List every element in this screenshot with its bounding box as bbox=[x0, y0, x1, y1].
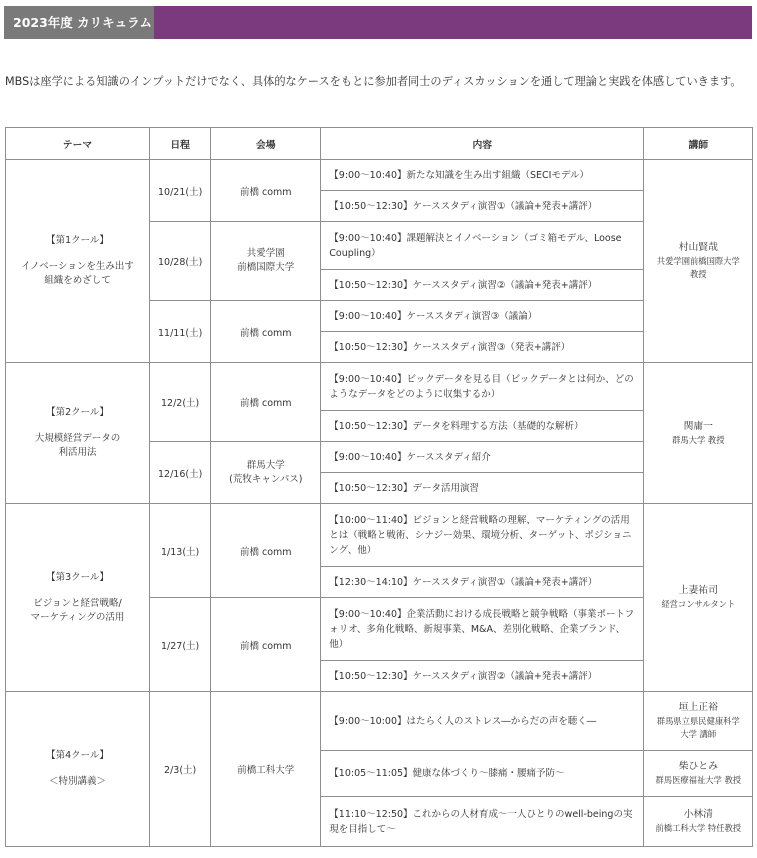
content-cell: 【10:05～11:05】健康な体づくり～膝痛・腰痛予防～ bbox=[321, 751, 644, 797]
content-cell: 【10:50～12:30】データ活用演習 bbox=[321, 473, 644, 504]
cour2-label: 【第2クール】 bbox=[46, 407, 109, 418]
lecturer-affiliation: 群馬医療福祉大学 教授 bbox=[655, 775, 742, 785]
cour4-label: 【第4クール】 bbox=[46, 750, 109, 761]
cour1-label: 【第1クール】 bbox=[46, 235, 109, 246]
theme-cell-cour1 bbox=[6, 160, 150, 363]
venue-cell bbox=[211, 442, 321, 504]
lecturer-affiliation: 群馬県立県民健康科学 bbox=[656, 716, 740, 726]
theme-cell-cour3 bbox=[6, 504, 150, 692]
content-cell: 【9:00～10:40】課題解決とイノベーション（ゴミ箱モデル、Loose Coupling） bbox=[321, 222, 644, 270]
date-cell: 2/3(土) bbox=[150, 692, 211, 847]
venue-cell: 前橋 comm bbox=[211, 504, 321, 598]
date-cell: 10/21(土) bbox=[150, 160, 211, 222]
lecturer-title: 大学 講師 bbox=[680, 729, 717, 739]
date-cell: 1/27(土) bbox=[150, 598, 211, 692]
lecturer-name: 柴ひとみ bbox=[678, 761, 718, 772]
cour1-title-line2: 組織をめざして bbox=[44, 275, 111, 286]
lecturer-cell bbox=[644, 692, 753, 751]
content-cell: 【9:00～10:40】ビックデータを見る目（ビックデータとは何か、どのようなデータをどのように収集するか） bbox=[321, 363, 644, 411]
lecturer-name: 村山賢哉 bbox=[678, 242, 718, 253]
date-cell: 10/28(土) bbox=[150, 222, 211, 301]
section-header bbox=[4, 6, 752, 39]
content-cell: 【10:50～12:30】ケーススタディ演習②（議論+発表+講評） bbox=[321, 661, 644, 692]
venue-line1: 群馬大学 bbox=[246, 459, 285, 471]
cour4-title-line1: ＜特別講義＞ bbox=[48, 776, 106, 787]
header-theme: テーマ bbox=[6, 128, 150, 160]
date-cell: 1/13(土) bbox=[150, 504, 211, 598]
table-header-row bbox=[6, 128, 753, 160]
theme-cell-cour4 bbox=[6, 692, 150, 847]
header-venue: 会場 bbox=[211, 128, 321, 160]
content-cell: 【10:50～12:30】ケーススタディ演習②（議論+発表+講評） bbox=[321, 270, 644, 301]
lecturer-name: 小林清 bbox=[683, 809, 713, 820]
cour3-title-line1: ビジョンと経営戦略/ bbox=[33, 597, 122, 609]
content-cell: 【10:00～11:40】ビジョンと経営戦略の理解、マーケティングの活用とは（戦略と戦術、シナジー効果、環境分析、ターゲット、ポジショニング、他） bbox=[321, 504, 644, 567]
header-content: 内容 bbox=[321, 128, 644, 160]
lecturer-name: 垣上正裕 bbox=[678, 702, 718, 713]
venue-cell: 前橋 comm bbox=[211, 301, 321, 363]
date-cell: 12/16(土) bbox=[150, 442, 211, 504]
venue-cell bbox=[211, 222, 321, 301]
content-cell: 【9:00～10:00】はたらく人のストレス―からだの声を聴く― bbox=[321, 692, 644, 751]
theme-cell-cour2 bbox=[6, 363, 150, 504]
lecturer-cell-cour1 bbox=[644, 160, 753, 363]
lecturer-name: 上妻祐司 bbox=[678, 585, 718, 596]
venue-line2: 前橋国際大学 bbox=[237, 262, 295, 273]
lecturer-affiliation: 群馬大学 教授 bbox=[672, 434, 725, 445]
lecturer-cell bbox=[644, 797, 753, 847]
venue-line1: 共愛学園 bbox=[246, 248, 285, 259]
cour2-title-line2: 利活用法 bbox=[58, 447, 97, 458]
header-date: 日程 bbox=[150, 128, 211, 160]
venue-cell: 前橋 comm bbox=[211, 363, 321, 442]
lecturer-cell-cour3 bbox=[644, 504, 753, 692]
lecturer-affiliation: 共愛学園前橋国際大学 bbox=[656, 256, 740, 266]
table-row bbox=[6, 504, 753, 567]
content-cell: 【9:00～10:40】ケーススタディ紹介 bbox=[321, 442, 644, 473]
lecturer-title: 教授 bbox=[689, 269, 707, 279]
content-cell: 【10:50～12:30】ケーススタディ演習①（議論+発表+講評） bbox=[321, 191, 644, 222]
venue-line2: (荒牧キャンパス) bbox=[229, 473, 303, 485]
content-cell: 【10:50～12:30】ケーススタディ演習③（発表+講評） bbox=[321, 332, 644, 363]
venue-cell: 前橋工科大学 bbox=[211, 692, 321, 847]
cour2-title-line1: 大規模経営データの bbox=[34, 433, 121, 444]
content-cell: 【10:50～12:30】データを料理する方法（基礎的な解析） bbox=[321, 411, 644, 442]
date-cell: 12/2(土) bbox=[150, 363, 211, 442]
lecturer-affiliation: 経営コンサルタント bbox=[661, 599, 736, 609]
lecturer-cell-cour2 bbox=[644, 363, 753, 504]
table-row bbox=[6, 363, 753, 411]
header-lecturer: 講師 bbox=[644, 128, 753, 160]
content-cell: 【11:10～12:50】これからの人材育成～一人ひとりのwell-beingの実現を目指して～ bbox=[321, 797, 644, 847]
venue-cell: 前橋 comm bbox=[211, 160, 321, 222]
cour3-title-line2: マーケティングの活用 bbox=[30, 611, 125, 623]
cour1-title-line1: イノベーションを生み出す bbox=[21, 261, 134, 272]
intro-text: MBSは座学による知識のインプットだけでなく、具体的なケースをもとに参加者同士のディスカッションを通して理論と実践を体感していきます。 bbox=[5, 75, 742, 89]
curriculum-table bbox=[5, 127, 753, 847]
cour3-label: 【第3クール】 bbox=[46, 571, 109, 583]
lecturer-cell bbox=[644, 751, 753, 797]
table-row bbox=[6, 692, 753, 751]
content-cell: 【9:00～10:40】企業活動における成長戦略と競争戦略（事業ポートフォリオ、多角化戦略、新規事業、M&A、差別化戦略、企業ブランド、他） bbox=[321, 598, 644, 661]
content-cell: 【12:30～14:10】ケーススタディ演習①（議論+発表+講評） bbox=[321, 567, 644, 598]
content-cell: 【9:00～10:40】新たな知識を生み出す組織（SECIモデル） bbox=[321, 160, 644, 191]
header-title: 2023年度 カリキュラム bbox=[4, 6, 154, 39]
content-cell: 【9:00～10:40】ケーススタディ演習③（議論） bbox=[321, 301, 644, 332]
lecturer-affiliation: 前橋工科大学 特任教授 bbox=[655, 823, 742, 833]
lecturer-name: 関庸一 bbox=[683, 420, 713, 432]
table-row bbox=[6, 160, 753, 191]
venue-cell: 前橋 comm bbox=[211, 598, 321, 692]
date-cell: 11/11(土) bbox=[150, 301, 211, 363]
